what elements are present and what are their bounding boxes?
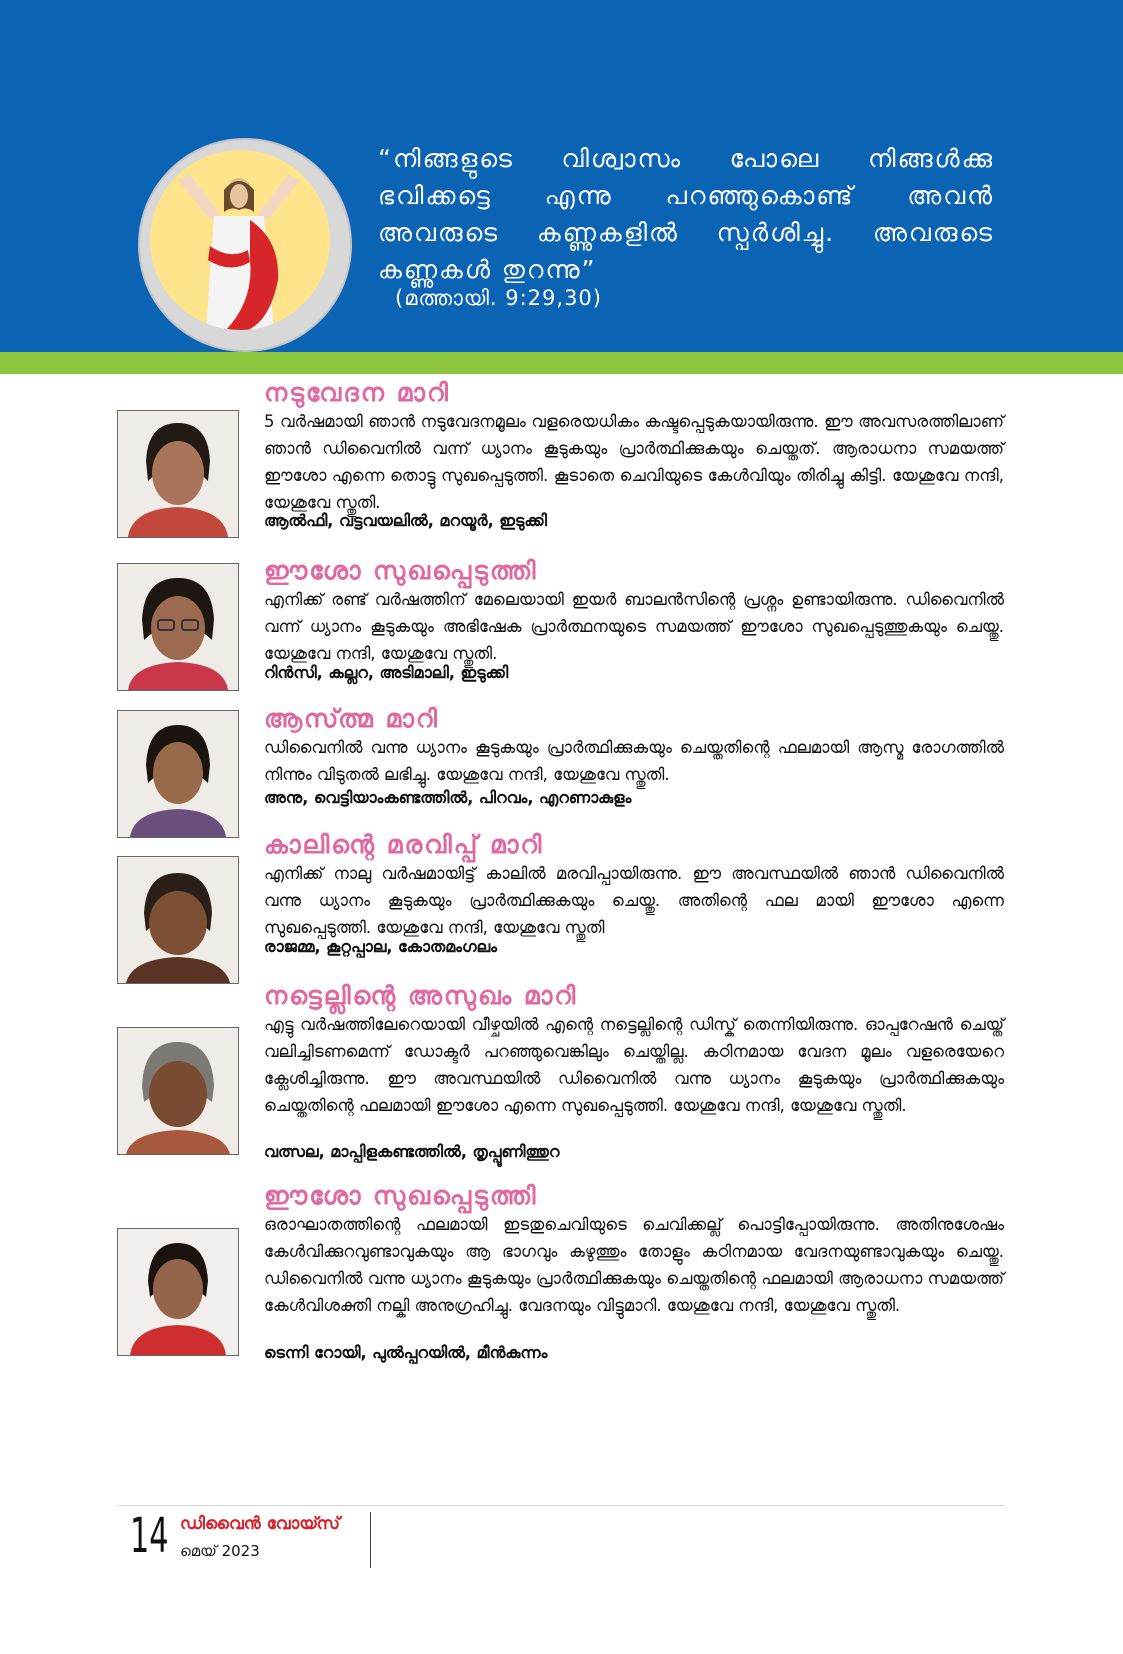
testimony-byline: അനു, വെട്ടിയാംകണ്ടത്തിൽ, പിറവം, എറണാകുളം <box>264 788 632 807</box>
jesus-medallion <box>140 140 350 350</box>
testimony-byline: ടെന്നി റോയി, പുൽപ്പറയിൽ, മീൻകുന്നം <box>264 1343 548 1362</box>
bible-quote: “നിങ്ങളുടെ വിശ്വാസം പോലെ നിങ്ങൾക്കു ഭവിക്കട്ടെ എന്നു പറഞ്ഞുകൊണ്ട് അവൻ അവരുടെ കണ്ണുകളിൽ സ്പർശിച്ചു. അവരുടെ കണ്ണുകൾ തുറന്നു” <box>378 144 994 284</box>
footer-rule <box>118 1505 1005 1506</box>
portrait-icon <box>118 857 238 983</box>
testimony-byline: രാജമ്മ, കൂറ്റപ്പാല, കോതമംഗലം <box>264 937 497 956</box>
bible-reference: (മത്തായി. 9:29,30) <box>395 286 602 310</box>
testimony-photo <box>117 563 239 691</box>
testimony-body: എനിക്ക് നാലു വർഷമായിട്ട് കാലിൽ മരവിപ്പായിരുന്നു. ഈ അവസ്ഥയിൽ ഞാൻ ഡിവൈനിൽ വന്നു ധ്യാനം കൂടുകയും പ്രാർത്ഥിക്കുകയും ചെയ്തു. അതിന്റെ ഫല മായി ഈശോ എന്നെ സുഖപ്പെടുത്തി. യേശുവേ നന്ദി, യേശുവേ സ്തുതി <box>264 864 1004 937</box>
testimony-heading: ഈശോ സുഖപ്പെടുത്തി <box>264 556 538 585</box>
issue-date: മെയ് 2023 <box>180 1542 260 1560</box>
portrait-icon <box>118 411 238 537</box>
portrait-icon <box>118 564 238 690</box>
testimony-body: ഡിവൈനിൽ വന്നു ധ്യാനം കൂടുകയും പ്രാർത്ഥിക്കുകയും ചെയ്തതിന്റെ ഫലമായി ആസ്മ രോഗത്തിൽ നിന്നും വിടുതൽ ലഭിച്ചു. യേശുവേ നന്ദി, യേശുവേ സ്തുതി. <box>264 738 1004 784</box>
portrait-icon <box>118 711 238 837</box>
testimony-heading: നട്ടെല്ലിന്റെ അസുഖം മാറി <box>264 981 578 1010</box>
testimony-byline: റിൻസി, കല്ലറ, അടിമാലി, ഇടുക്കി <box>264 663 509 682</box>
testimony-body: ഒരാഘാതത്തിന്റെ ഫലമായി ഇടതുചെവിയുടെ ചെവിക്കല്ല് പൊട്ടിപ്പോയിരുന്നു. അതിനുശേഷം കേൾവിക്കുറവുണ്ടാവുകയും ആ ഭാഗവും കഴുത്തും തോളും കഠിനമായ വേദനയുണ്ടാവുകയും ചെയ്തു. ഡിവൈനിൽ വന്നു ധ്യാനം കൂടുകയും പ്രാർത്ഥിക്കുകയും ചെയ്തതിന്റെ ഫലമായി ആരാധനാ സമയത്ത് കേൾവിശക്തി നല്കി അനുഗ്രഹിച്ചു. വേദനയും വിട്ടുമാറി. യേശുവേ നന്ദി, യേശുവേ സ്തുതി. <box>264 1215 1004 1315</box>
testimony-heading: ഈശോ സുഖപ്പെടുത്തി <box>264 1181 538 1210</box>
testimony-heading: നടുവേദന മാറി <box>264 378 450 407</box>
testimony-photo <box>117 1027 239 1155</box>
footer-divider <box>370 1512 371 1568</box>
portrait-icon <box>118 1229 238 1355</box>
testimony-body: എനിക്ക് രണ്ട് വർഷത്തിന് മേലെയായി ഇയർ ബാലൻസിന്റെ പ്രശ്നം ഉണ്ടായിരുന്നു. ഡിവൈനിൽ വന്ന് ധ്യാനം കൂടുകയും അഭിഷേക പ്രാർത്ഥനയുടെ സമയത്ത് ഈശോ സുഖപ്പെടുത്തുകയും ചെയ്തു. യേശുവേ നന്ദി, യേശുവേ സ്തുതി. <box>264 590 1004 663</box>
testimony-heading: കാലിന്റെ മരവിപ്പ് മാറി <box>264 830 544 859</box>
testimony-photo <box>117 710 239 838</box>
portrait-icon <box>118 1028 238 1154</box>
testimony-body: എട്ടു വർഷത്തിലേറെയായി വീഴ്ചയിൽ എന്റെ നട്ടെല്ലിന്റെ ഡിസ്ക് തെന്നിയിരുന്നു. ഓപ്പറേഷൻ ചെയ്ത് വലിച്ചിടണമെന്ന് ഡോക്ടർ പറഞ്ഞുവെങ്കിലും ചെയ്തില്ല. കഠിനമായ വേദന മൂലം വളരെയേറെ ക്ലേശിച്ചിരുന്നു. ഈ അവസ്ഥയിൽ ഡിവൈനിൽ വന്നു ധ്യാനം കൂടുകയും പ്രാർത്ഥിക്കുകയും ചെയ്തതിന്റെ ഫലമായി ഈശോ എന്നെ സുഖപ്പെടുത്തി. യേശുവേ നന്ദി, യേശുവേ സ്തുതി. <box>264 1015 1004 1115</box>
testimony-byline: ആൽഫി, വട്ടവയലിൽ, മറയൂർ, ഇടുക്കി <box>264 511 547 530</box>
testimony-photo <box>117 856 239 984</box>
banner-green-stripe <box>0 352 1123 374</box>
testimony-heading: ആസ്ത്മ മാറി <box>264 704 439 733</box>
page-number: 14 <box>130 1508 169 1564</box>
testimony-photo <box>117 410 239 538</box>
testimony-body: 5 വർഷമായി ഞാൻ നടുവേദനമൂലം വളരെയധികം കഷ്ടപ്പെടുകയായിരുന്നു. ഈ അവസരത്തിലാണ് ഞാൻ ഡിവൈനിൽ വന്ന് ധ്യാനം കൂടുകയും പ്രാർത്ഥിക്കുകയും ചെയ്തത്. ആരാധനാ സമയത്ത് ഈശോ എന്നെ തൊട്ടു സുഖപ്പെടുത്തി. കൂടാതെ ചെവിയുടെ കേൾവിയും തിരിച്ചു കിട്ടി. യേശുവേ നന്ദി, യേശുവേ സ്തുതി. <box>264 412 1004 512</box>
testimony-byline: വത്സല, മാപ്പിളകണ്ടത്തിൽ, തൃപ്പൂണിത്തുറ <box>264 1142 560 1161</box>
testimony-photo <box>117 1228 239 1356</box>
magazine-name: ഡിവൈൻ വോയ്സ് <box>180 1514 340 1534</box>
jesus-illustration <box>150 150 330 330</box>
jesus-figure-icon <box>150 150 330 330</box>
